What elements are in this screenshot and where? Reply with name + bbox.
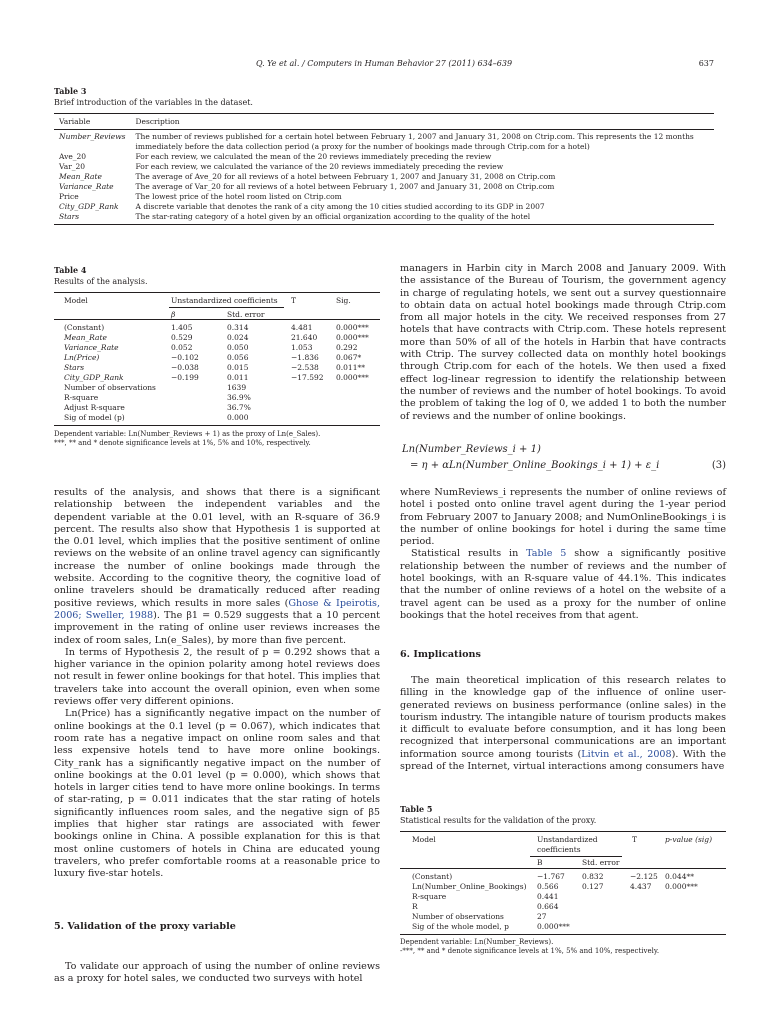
variable-description: For each review, we calculated the mean of the 20 reviews immediately preceding the review xyxy=(135,152,492,161)
table-5-grid xyxy=(400,831,726,935)
table-row xyxy=(54,202,714,212)
variable-name: Mean_Rate xyxy=(59,172,102,181)
cell-std-error: 0.314 xyxy=(227,323,249,332)
table-4-subheader-row xyxy=(54,307,380,320)
table-5-subheader-row xyxy=(400,856,726,869)
cell-model: (Constant) xyxy=(64,323,105,332)
cell-beta: 0.052 xyxy=(171,343,193,352)
table-5-note-significance: -***, ** and * denote significance levels at 1%, 5% and 10%, respectively. xyxy=(400,947,660,955)
table-row xyxy=(54,393,380,403)
table-3-caption: Brief introduction of the variables in the dataset. xyxy=(54,98,253,107)
left-column-section-5 xyxy=(54,961,380,986)
cell-model: (Constant) xyxy=(412,872,453,881)
cell-model: Variance_Rate xyxy=(64,343,119,352)
cell-beta: −0.038 xyxy=(171,363,199,372)
cell-t: −1.836 xyxy=(291,353,319,362)
variable-name: Stars xyxy=(54,212,131,225)
cell-b: 0.000*** xyxy=(537,922,570,931)
variable-description: The average of Ave_20 for all reviews of a hotel between February 1, 2007 and January 31, 2008 on Ctrip.com xyxy=(135,172,556,181)
running-header xyxy=(0,59,768,73)
table-row xyxy=(400,892,726,902)
paragraph-text: ). With the spread of the Internet, virtual interactions among consumers have xyxy=(400,748,726,773)
header-p-value: p-value (sig) xyxy=(665,835,712,844)
table-row xyxy=(54,373,380,383)
table-4-label: Table 4 xyxy=(54,265,87,275)
table-row xyxy=(400,872,726,882)
table-3 xyxy=(54,86,714,225)
cell-model: Adjust R-square xyxy=(64,403,125,412)
cell-sig: 0.011** xyxy=(336,363,365,372)
table-row xyxy=(54,192,714,202)
header-unstandardized: Unstandardized coefficients xyxy=(171,296,278,305)
equation-3 xyxy=(400,444,726,476)
variable-name: Price xyxy=(59,192,79,201)
header-std-error: Std. error xyxy=(227,310,265,319)
table-row xyxy=(54,323,380,333)
section-heading-5: 5. Validation of the proxy variable xyxy=(54,921,236,932)
cell-sig: 0.000*** xyxy=(336,333,369,342)
paragraph-text: show a significantly positive relationship between the number of reviews and the number of hotel bookings, with an R-square value of 44.1%. This indicates that the number of online reviews of a hotel on the website of a travel agent can be used as a proxy for the number of online bookings that the hotel receives from that agent. xyxy=(400,548,726,621)
table-4-caption: Results of the analysis. xyxy=(54,277,148,286)
citation-link[interactable]: Ghose & Ipeirotis, 2006; Sweller, 1988 xyxy=(54,597,380,621)
table-4-note-dependent: Dependent variable: Ln(Number_Reviews + 1) as the proxy of Ln(e_Sales). xyxy=(54,430,321,438)
table-4-header-row xyxy=(54,293,380,307)
table-4-body xyxy=(54,320,380,425)
cell-model: R xyxy=(412,902,418,911)
cell-t: 4.437 xyxy=(630,882,652,891)
table-4-notes xyxy=(54,430,380,448)
cell-sig: 0.292 xyxy=(336,343,358,352)
header-beta: β xyxy=(171,310,176,319)
cell-t: −2.125 xyxy=(630,872,658,881)
table-reference-link[interactable]: Table 5 xyxy=(526,548,567,560)
paragraph-text: The main theoretical implication of this research relates to filling in the knowledge gap of the influence of online user-generated reviews on business performance (online sales) in the tourism industry. The intangible nature of tourism products makes it difficult to evaluate before consumption, and it has long been recognized that interpersonal communications are an important information source among tourists ( xyxy=(400,675,726,760)
cell-b: 0.566 xyxy=(537,882,559,891)
paragraph-text: Statistical results in xyxy=(411,548,527,560)
cell-b: −1.767 xyxy=(537,872,565,881)
cell-beta: −0.102 xyxy=(171,353,199,362)
cell-std-error: 36.9% xyxy=(227,393,251,402)
header-std-error: Std. error xyxy=(582,858,620,867)
table-4 xyxy=(54,265,380,448)
cell-model: Number of observations xyxy=(64,383,156,392)
variable-name: Var_20 xyxy=(59,162,86,171)
table-row xyxy=(54,212,714,225)
table-row xyxy=(400,912,726,922)
variable-description: The lowest price of the hotel room listed on Ctrip.com xyxy=(135,192,342,201)
equation-number: (3) xyxy=(711,460,726,471)
table-row xyxy=(54,413,380,423)
variable-description: The star-rating category of a hotel given by an official organization according to the quality of the hotel xyxy=(131,212,714,225)
header-b: B xyxy=(537,858,543,867)
cell-std-error: 0.127 xyxy=(582,882,604,891)
table-5-header-row xyxy=(400,832,726,856)
header-t: T xyxy=(291,296,297,305)
cell-t: 1.053 xyxy=(291,343,313,352)
variable-description: The number of reviews published for a certain hotel between February 1, 2007 and January 31, 2008 on Ctrip.com. This represents the 12 months immediately before the data collection period (a proxy for the number of bookings made through Ctrip.com for a hotel) xyxy=(135,132,694,151)
table-3-header-description: Description xyxy=(131,114,714,130)
section-heading-6: 6. Implications xyxy=(400,649,481,660)
table-5-note-dependent: Dependent variable: Ln(Number_Reviews). xyxy=(400,938,554,946)
paragraph: where NumReviews_i represents the number of online reviews of hotel i posted onto online travel agent during the 1-year period from February 2007 to January 2008; and NumOnlineBookings_i is the number of online bookings for hotel i during the same time period. xyxy=(400,487,726,548)
cell-t: 4.481 xyxy=(291,323,313,332)
cell-model: City_GDP_Rank xyxy=(64,373,124,382)
table-4-note-significance: ***, ** and * denote significance levels at 1%, 5% and 10%, respectively. xyxy=(54,439,311,447)
cell-beta: 1.405 xyxy=(171,323,193,332)
cell-model: Ln(Number_Online_Bookings) xyxy=(412,882,527,891)
cell-std-error: 0.015 xyxy=(227,363,249,372)
cell-model: Sig of the whole model, p xyxy=(412,922,509,931)
cell-b: 0.441 xyxy=(537,892,559,901)
table-3-label: Table 3 xyxy=(54,86,87,96)
table-row xyxy=(400,882,726,892)
table-row xyxy=(54,403,380,413)
right-column-lower xyxy=(400,487,726,622)
right-column xyxy=(400,263,726,423)
cell-model: Sig of model (p) xyxy=(64,413,125,422)
cell-model: Mean_Rate xyxy=(64,333,107,342)
variable-description: A discrete variable that denotes the rank of a city among the 10 cities studied according to its GDP in 2007 xyxy=(135,202,545,211)
table-row xyxy=(54,172,714,182)
paragraph: managers in Harbin city in March 2008 and January 2009. With the assistance of the Bureau of Tourism, the government agency in charge of regulating hotels, we sent out a survey questionnaire to obtain data on actual hotel bookings made through Ctrip.com from all major hotels in the city. We received responses from 27 hotels that have contracts with Ctrip.com. These hotels represent more than 50% of all of the hotels in Harbin that have contracts with Ctrip. The survey collected data on monthly hotel bookings through Ctrip.com for each of the hotels. We then used a fixed effect log-linear regression to identify the relationship between the number of reviews and the number of hotel bookings. To avoid the problem of taking the log of 0, we added 1 to both the number of reviews and the number of online bookings. xyxy=(400,263,726,422)
cell-model: Stars xyxy=(64,363,85,372)
left-column xyxy=(54,487,380,881)
paragraph: Ln(Price) has a significantly negative impact on the number of online bookings at the 0.1 level (p = 0.067), which indicates that room rate has a negative impact on online room sales and that less expensive hotels tend to have more online bookings. City_rank has a significantly negative impact on the number of online bookings at the 0.01 level (p = 0.000), which shows that hotels in larger cities tend to have more online bookings. In terms of star-rating, p = 0.011 indicates that the star rating of hotels significantly influences room sales, and the negative sign of β5 implies that higher star ratings are associated with fewer bookings online in China. A possible explanation for this is that most online customers of hotels in China are educated young travelers, who prefer comfortable rooms at a reasonable price to luxury five-star hotels. xyxy=(54,708,380,880)
cell-sig: 0.067* xyxy=(336,353,362,362)
cell-model: R-square xyxy=(412,892,447,901)
table-row xyxy=(54,152,714,162)
table-5-caption: Statistical results for the validation of the proxy. xyxy=(400,816,597,825)
paragraph xyxy=(400,548,726,622)
cell-t: −17.592 xyxy=(291,373,324,382)
cell-std-error: 0.050 xyxy=(227,343,249,352)
cell-t: −2.538 xyxy=(291,363,319,372)
header-model: Model xyxy=(412,835,436,844)
table-row xyxy=(54,353,380,363)
table-row xyxy=(400,922,726,932)
table-row xyxy=(54,363,380,373)
cell-b: 27 xyxy=(537,912,547,921)
cell-std-error: 0.011 xyxy=(227,373,249,382)
cell-beta: 0.529 xyxy=(171,333,193,342)
cell-std-error: 0.000 xyxy=(227,413,249,422)
cell-model: R-square xyxy=(64,393,99,402)
cell-beta: −0.199 xyxy=(171,373,199,382)
variable-description: The average of Var_20 for all reviews of a hotel between February 1, 2007 and January 31, 2008 on Ctrip.com xyxy=(135,182,555,191)
cell-p-value: 0.044** xyxy=(665,872,694,881)
paragraph xyxy=(400,675,726,773)
cell-model: Number of observations xyxy=(412,912,504,921)
citation-link[interactable]: Litvin et al., 2008 xyxy=(581,748,672,760)
paragraph-text: ). The β1 = 0.529 suggests that a 10 percent improvement in the rating of online user reviews increases the index of room sales, Ln(e_Sales), by more than five percent. xyxy=(54,609,380,646)
table-row xyxy=(54,182,714,192)
paragraph: To validate our approach of using the number of online reviews as a proxy for hotel sales, we conducted two surveys with hotel xyxy=(54,961,380,985)
table-row xyxy=(54,343,380,353)
cell-std-error: 36.7% xyxy=(227,403,251,412)
table-5 xyxy=(400,804,726,956)
header-unstandardized xyxy=(537,835,598,855)
equation-line-2: = η + αLn(Number_Online_Bookings_i + 1) + ε_i xyxy=(410,460,660,471)
header-unstandardized-line-1: Unstandardized xyxy=(537,835,598,844)
table-3-grid xyxy=(54,113,714,225)
running-title: Q. Ye et al. / Computers in Human Behavior 27 (2011) 634–639 xyxy=(255,59,513,68)
variable-name: Ave_20 xyxy=(59,152,87,161)
table-row xyxy=(54,383,380,393)
variable-name: Number_Reviews xyxy=(59,132,126,141)
paragraph-text: results of the analysis, and shows that there is a significant relationship between the independent variables and the dependent variable at the 0.01 level, with an R-square of 36.9 percent. The results also show that Hypothesis 1 is supported at the 0.01 level, which implies that the positive sentiment of online reviews on the website of an online travel agency can significantly increase the number of online bookings made through the website. According to the cognitive theory, the cognitive load of online travelers should be dramatically reduced after reading positive reviews, which results in more sales ( xyxy=(54,487,380,609)
paragraph: In terms of Hypothesis 2, the result of p = 0.292 shows that a higher variance in the opinion polarity among hotel reviews does not result in fewer online bookings for that hotel. This implies that travelers take into account the overall opinion, even when some reviews offer very different opinions. xyxy=(54,646,380,708)
table-row xyxy=(54,130,714,153)
table-3-header-variable: Variable xyxy=(54,114,131,130)
equation-line-1: Ln(Number_Reviews_i + 1) xyxy=(402,444,541,455)
right-column-section-6 xyxy=(400,675,726,773)
cell-b: 0.664 xyxy=(537,902,559,911)
table-5-label: Table 5 xyxy=(400,804,433,814)
header-model: Model xyxy=(64,296,88,305)
variable-name: City_GDP_Rank xyxy=(59,202,119,211)
variable-name: Variance_Rate xyxy=(59,182,114,191)
cell-std-error: 0.056 xyxy=(227,353,249,362)
variable-description: For each review, we calculated the variance of the 20 reviews immediately preceding the review xyxy=(135,162,504,171)
table-row xyxy=(54,333,380,343)
table-5-body xyxy=(400,869,726,934)
table-row xyxy=(400,902,726,912)
page-number: 637 xyxy=(698,59,714,68)
cell-std-error: 0.832 xyxy=(582,872,604,881)
header-sig: Sig. xyxy=(336,296,351,305)
cell-t: 21.640 xyxy=(291,333,318,342)
cell-sig: 0.000*** xyxy=(336,373,369,382)
table-5-notes xyxy=(400,938,726,956)
table-row xyxy=(54,162,714,172)
cell-std-error: 1639 xyxy=(227,383,247,392)
cell-std-error: 0.024 xyxy=(227,333,249,342)
cell-sig: 0.000*** xyxy=(336,323,369,332)
table-4-grid xyxy=(54,292,380,426)
paragraph xyxy=(54,487,380,647)
header-unstandardized-line-2: coefficients xyxy=(537,845,581,854)
header-t: T xyxy=(632,835,638,844)
cell-p-value: 0.000*** xyxy=(665,882,698,891)
cell-model: Ln(Price) xyxy=(64,353,100,362)
